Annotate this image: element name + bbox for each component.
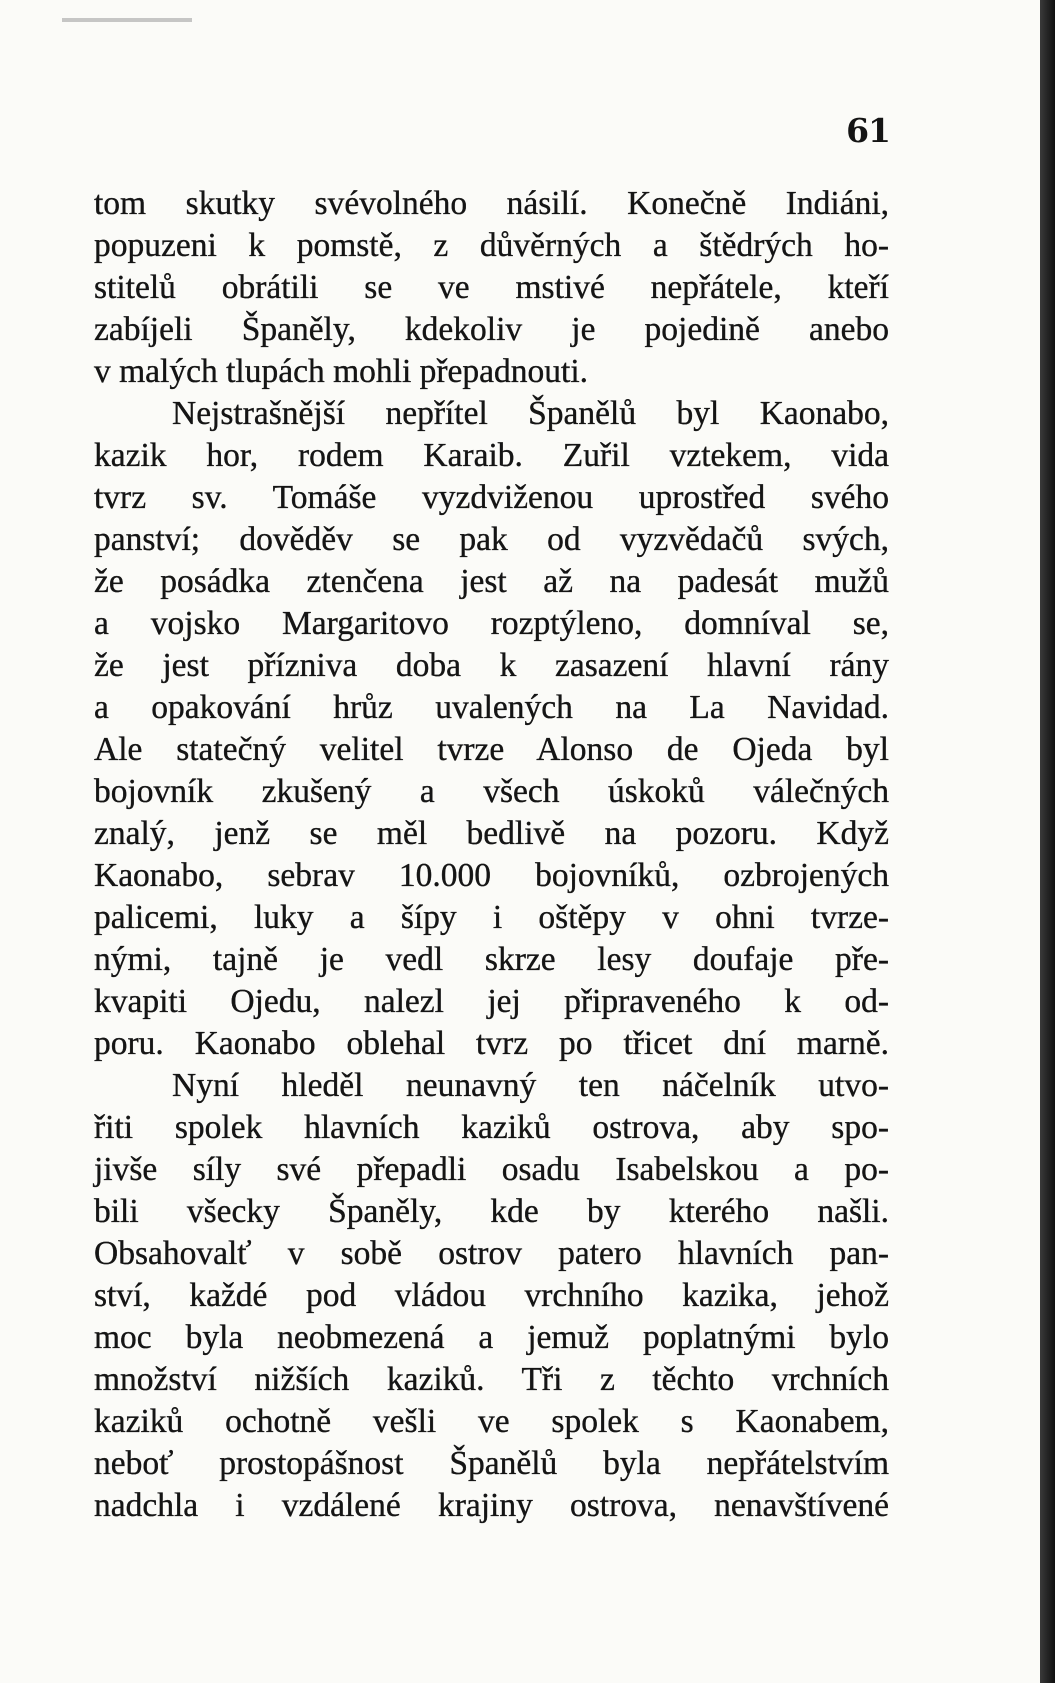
text-line: v malých tlupách mohli přepadnouti. [94, 353, 589, 390]
text-line: nými, tajně je vedl skrze lesy doufaje pře- [94, 941, 889, 978]
text-line: neboť prostopášnost Španělů byla nepřátelstvím [94, 1445, 889, 1482]
text-line: nadchla i vzdálené krajiny ostrova, nenavštívené [94, 1487, 889, 1524]
text-line: Kaonabo, sebrav 10.000 bojovníků, ozbrojených [94, 857, 889, 894]
text-line: bojovník zkušený a všech úskoků válečných [94, 773, 889, 810]
text-line: ství, každé pod vládou vrchního kazika, jehož [94, 1277, 889, 1314]
text-line: stitelů obrátili se ve mstivé nepřátele, kteří [94, 269, 889, 306]
text-line: jivše síly své přepadli osadu Isabelskou a po- [94, 1151, 889, 1188]
text-line: moc byla neobmezená a jemuž poplatnými bylo [94, 1319, 889, 1356]
page-edge-shadow [1040, 0, 1055, 1683]
text-line: že posádka ztenčena jest až na padesát mužů [94, 563, 889, 600]
text-line: palicemi, luky a šípy i oštěpy v ohni tvrze- [94, 899, 889, 936]
text-line: tvrz sv. Tomáše vyzdviženou uprostřed svého [94, 479, 889, 516]
text-line: poru. Kaonabo oblehal tvrz po třicet dní marně. [94, 1025, 889, 1062]
text-line: zabíjeli Španěly, kdekoliv je pojedině anebo [94, 311, 889, 348]
text-line: popuzeni k pomstě, z důvěrných a štědrých ho- [94, 227, 889, 264]
text-line: tom skutky svévolného násilí. Konečně Indiáni, [94, 185, 889, 222]
text-line: a opakování hrůz uvalených na La Navidad. [94, 689, 889, 726]
text-line: že jest přízniva doba k zasazení hlavní rány [94, 647, 889, 684]
text-line: kvapiti Ojedu, nalezl jej připraveného k od- [94, 983, 889, 1020]
text-line: Nejstrašnější nepřítel Španělů byl Kaonabo, [172, 395, 889, 432]
text-line: množství nižších kaziků. Tři z těchto vrchních [94, 1361, 889, 1398]
text-line: a vojsko Margaritovo rozptýleno, domníval se, [94, 605, 889, 642]
text-line: panství; dověděv se pak od vyzvědačů svých, [94, 521, 889, 558]
text-line: řiti spolek hlavních kaziků ostrova, aby spo- [94, 1109, 889, 1146]
text-line: Ale statečný velitel tvrze Alonso de Ojeda byl [94, 731, 889, 768]
page-number: 61 [846, 111, 890, 150]
text-line: kazik hor, rodem Karaib. Zuřil vztekem, vida [94, 437, 889, 474]
body-text [94, 183, 889, 1527]
text-line: bili všecky Španěly, kde by kterého našli. [94, 1193, 889, 1230]
text-line: Nyní hleděl neunavný ten náčelník utvo- [172, 1067, 889, 1104]
scan-artifact [62, 18, 192, 22]
text-line: Obsahovalť v sobě ostrov patero hlavních pan- [94, 1235, 889, 1272]
text-line: kaziků ochotně vešli ve spolek s Kaonabem, [94, 1403, 889, 1440]
text-line: znalý, jenž se měl bedlivě na pozoru. Když [94, 815, 889, 852]
